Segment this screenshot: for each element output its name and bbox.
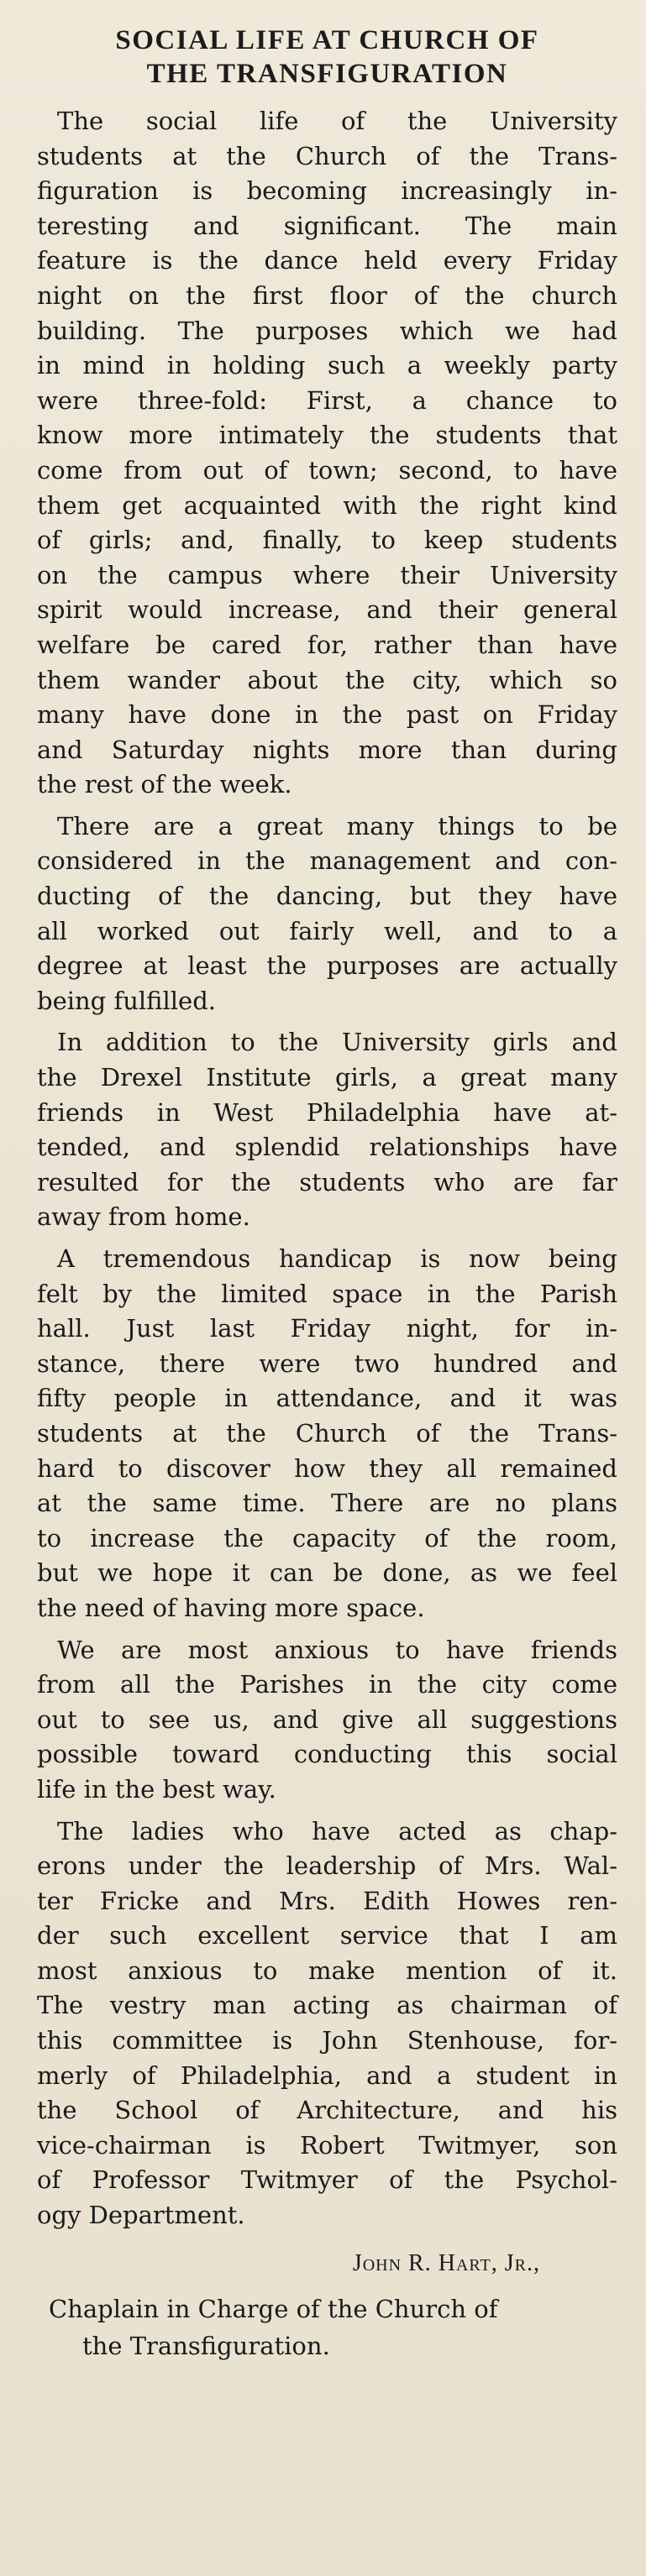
paragraph-line: In addition to the University girls and — [57, 1028, 617, 1057]
paragraph-line: We are most anxious to have friends — [57, 1635, 617, 1664]
paragraph-line: and Saturday nights more than during — [37, 735, 617, 764]
paragraph-line: on the campus where their University — [37, 560, 617, 589]
paragraph-line: A tremendous handicap is now being — [57, 1244, 617, 1273]
author-title — [37, 2291, 617, 2364]
paragraph-line: possible toward conducting this social — [37, 1740, 617, 1769]
paragraph — [37, 1814, 617, 2233]
author-title-line: Chaplain in Charge of the Church of — [49, 2294, 498, 2323]
paragraph-line: stance, there were two hundred and — [37, 1348, 617, 1378]
paragraph-line: figuration is becoming increasingly in- — [37, 176, 617, 206]
paragraph-line: The social life of the University — [57, 107, 617, 135]
paragraph-line: ducting of the dancing, but they have — [37, 882, 617, 911]
paragraph-line: life in the best way. — [37, 1774, 276, 1804]
paragraph-line: the School of Architecture, and his — [37, 2096, 617, 2125]
paragraph-gap — [37, 1018, 617, 1025]
paragraph-line: the need of having more space. — [37, 1593, 425, 1622]
paragraph-line: night on the first floor of the church — [37, 280, 617, 310]
paragraph-gap — [37, 1626, 617, 1633]
author-title-line: the Transfiguration. — [82, 2331, 330, 2360]
paragraph-line: from all the Parishes in the city come — [37, 1670, 617, 1699]
paragraph-line: der such excellent service that I am — [37, 1921, 617, 1950]
paragraph-line: ter Fricke and Mrs. Edith Howes ren- — [37, 1886, 617, 1915]
paragraph-line: in mind in holding such a weekly party — [37, 351, 617, 380]
paragraph-line: the Drexel Institute girls, a great many — [37, 1063, 617, 1092]
paragraph-line: merly of Philadelphia, and a student in — [37, 2060, 617, 2090]
paragraph-line: being fulfilled. — [37, 986, 216, 1015]
paragraph-line: vice-chairman is Robert Twitmyer, son — [37, 2130, 617, 2160]
paragraph-line: students at the Church of the Trans- — [37, 1418, 617, 1448]
paragraph-line: all worked out fairly well, and to a — [37, 916, 617, 945]
paragraph-line: considered in the management and con- — [37, 846, 617, 876]
paragraph — [37, 1242, 617, 1626]
paragraph-line: There are a great many things to be — [57, 811, 617, 840]
title-line: THE TRANSFIGURATION — [146, 59, 508, 89]
paragraph — [37, 1025, 617, 1235]
paragraph — [37, 104, 617, 803]
paragraph-line: degree at least the purposes are actually — [37, 951, 617, 981]
paragraph-line: them wander about the city, which so — [37, 665, 617, 694]
paragraph-line: feature is the dance held every Friday — [37, 246, 617, 275]
paragraph-line: spirit would increase, and their general — [37, 595, 617, 625]
paragraph-gap — [37, 803, 617, 809]
paragraph-line: resulted for the students who are far — [37, 1167, 617, 1196]
article-body — [37, 104, 617, 2233]
paragraph-line: The vestry man acting as chairman of — [37, 1991, 617, 2020]
paragraph-line: hard to discover how they all remained — [37, 1453, 617, 1483]
paragraph-line: know more intimately the students that — [37, 421, 617, 450]
paragraph-line: many have done in the past on Friday — [37, 700, 617, 730]
paragraph-line: of Professor Twitmyer of the Psychol- — [37, 2165, 617, 2195]
paragraph-line: building. The purposes which we had — [37, 316, 617, 345]
paragraph — [37, 809, 617, 1019]
paragraph-gap — [37, 1235, 617, 1242]
paragraph-line: at the same time. There are no plans — [37, 1489, 617, 1518]
paragraph-line: away from home. — [37, 1202, 250, 1232]
paragraph-line: ogy Department. — [37, 2201, 245, 2230]
paragraph-gap — [37, 1808, 617, 1814]
title-line: SOCIAL LIFE AT CHURCH OF — [115, 25, 539, 55]
paragraph — [37, 1633, 617, 1808]
paragraph-line: The ladies who have acted as chap- — [57, 1816, 617, 1846]
paragraph-line: but we hope it can be done, as we feel — [37, 1558, 617, 1588]
paragraph-line: friends in West Philadelphia have at- — [37, 1097, 617, 1127]
paragraph-line: most anxious to make mention of it. — [37, 1956, 617, 1985]
paragraph-line: erons under the leadership of Mrs. Wal- — [37, 1851, 617, 1881]
paragraph-line: fifty people in attendance, and it was — [37, 1384, 617, 1413]
author-signature: John R. Hart, Jr., — [352, 2249, 540, 2276]
paragraph-line: tended, and splendid relationships have — [37, 1133, 617, 1162]
paragraph-line: this committee is John Stenhouse, for- — [37, 2026, 617, 2055]
paragraph-line: welfare be cared for, rather than have — [37, 630, 617, 659]
paragraph-line: of girls; and, finally, to keep students — [37, 526, 617, 555]
paragraph-line: hall. Just last Friday night, for in- — [37, 1314, 617, 1343]
paragraph-line: come from out of town; second, to have — [37, 455, 617, 484]
paragraph-line: teresting and significant. The main — [37, 211, 617, 240]
paragraph-line: were three-fold: First, a chance to — [37, 385, 617, 415]
paragraph-line: felt by the limited space in the Parish — [37, 1279, 617, 1308]
paragraph-line: to increase the capacity of the room, — [37, 1523, 617, 1552]
paragraph-line: students at the Church of the Trans- — [37, 141, 617, 170]
paragraph-line: out to see us, and give all suggestions — [37, 1704, 617, 1734]
paragraph-line: the rest of the week. — [37, 770, 292, 799]
article-title — [37, 24, 617, 91]
paragraph-line: them get acquainted with the right kind — [37, 490, 617, 520]
